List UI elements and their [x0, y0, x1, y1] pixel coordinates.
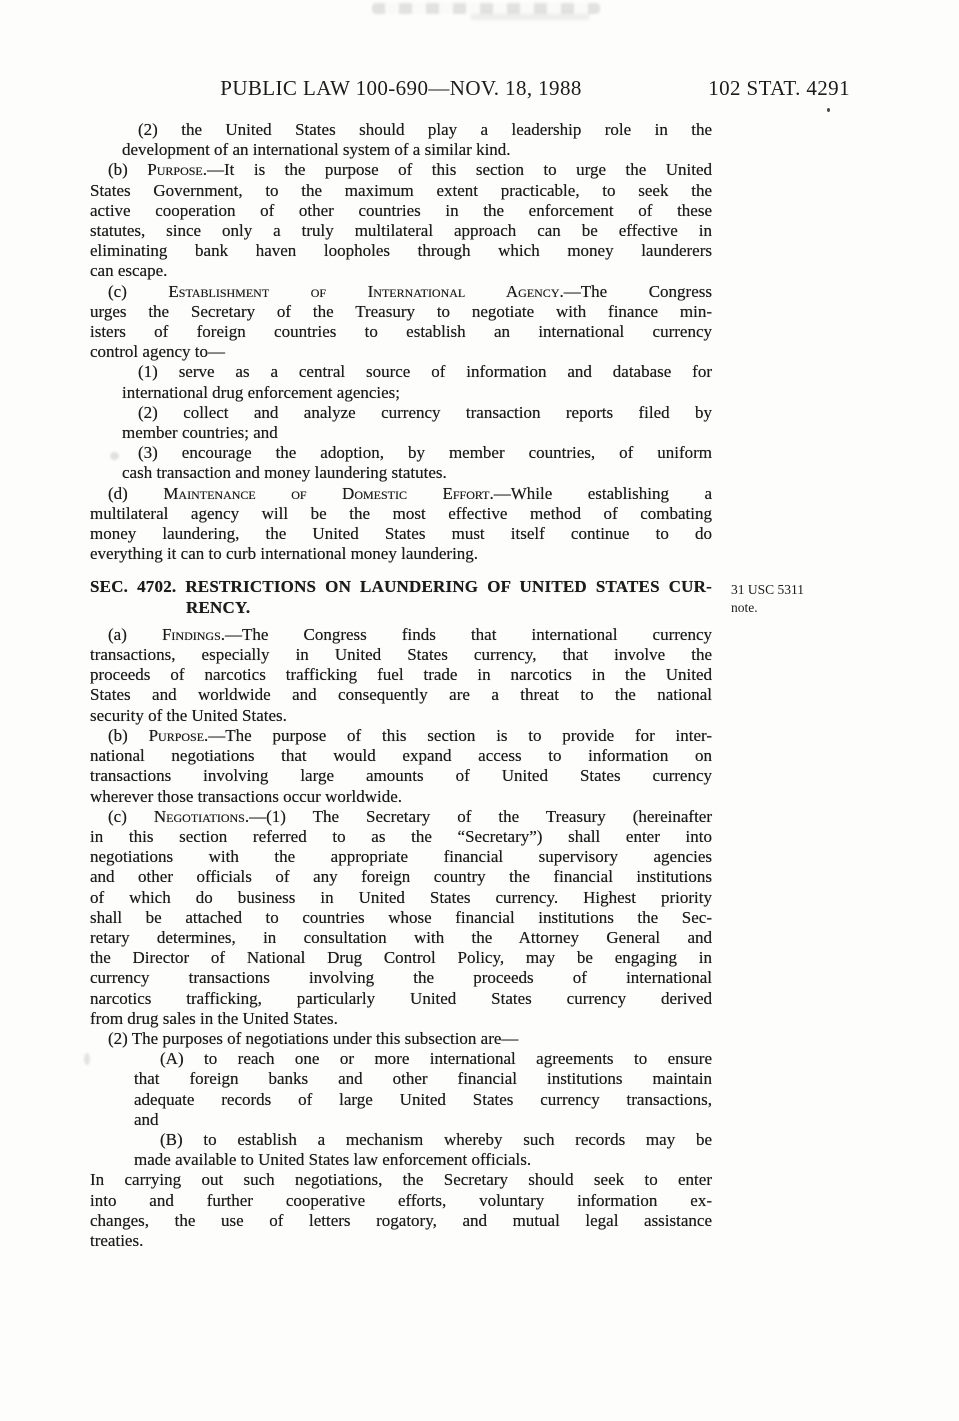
text-run: treaties.	[90, 1230, 144, 1250]
text-run: .—The Congress	[559, 281, 712, 301]
text-run: national negotiations that would expand access to information on	[90, 746, 712, 766]
text-line	[90, 1231, 712, 1251]
text-line	[90, 665, 712, 685]
text-line	[134, 1130, 712, 1150]
text-line	[90, 577, 712, 597]
text-run: (2) The purposes of negotiations under this subsection are—	[108, 1028, 519, 1048]
text-line	[90, 342, 712, 362]
text-run: (a)	[108, 624, 162, 644]
text-line	[90, 544, 712, 564]
text-line	[90, 1009, 712, 1029]
scan-speck	[827, 108, 830, 112]
text-line	[90, 282, 712, 302]
text-run: member countries; and	[122, 423, 278, 443]
text-line	[90, 807, 712, 827]
text-run: (b)	[108, 160, 148, 180]
text-run: money laundering, the United States must itself continue to do	[90, 524, 712, 544]
text-run: States Government, to the maximum extent practicable, to seek the	[90, 180, 712, 200]
statute-page-number: 102 STAT. 4291	[708, 76, 850, 100]
text-line	[122, 383, 712, 403]
text-run: .—It is the purpose of this section to urge the United	[202, 160, 712, 180]
text-run: narcotics trafficking, particularly United States currency derived	[90, 988, 712, 1008]
text-run: (3) encourage the adoption, by member countries, of uniform	[138, 443, 712, 463]
margin-citation-note	[731, 581, 804, 617]
text-line	[90, 685, 712, 705]
text-run: that foreign banks and other financial institutions maintain	[134, 1069, 712, 1089]
subsection-c-negotiations	[90, 807, 712, 1029]
text-run: (b)	[108, 725, 149, 745]
text-line	[90, 948, 712, 968]
text-line	[134, 1049, 712, 1069]
text-run: shall be attached to countries whose financial institutions the Sec-	[90, 907, 712, 927]
text-line	[90, 261, 712, 281]
text-run: eliminating bank haven loopholes through which money launderers	[90, 241, 712, 261]
text-line	[134, 1069, 712, 1089]
text-run: SEC. 4702. RESTRICTIONS ON LAUNDERING OF UNITED STATES CUR-	[90, 577, 712, 597]
text-line	[90, 766, 712, 786]
text-line	[90, 645, 712, 665]
text-run: (c)	[108, 281, 169, 301]
text-run: isters of foreign countries to establish an international currency	[90, 322, 712, 342]
text-run: .—(1) The Secretary of the Treasury (hereinafter	[244, 806, 712, 826]
text-run: active cooperation of other countries in the enforcement of these	[90, 200, 712, 220]
text-line	[90, 221, 712, 241]
text-run: security of the United States.	[90, 705, 287, 725]
sec-4702-heading	[90, 577, 712, 617]
scan-artifact	[470, 14, 590, 20]
text-line	[90, 1029, 712, 1049]
text-line	[90, 847, 712, 867]
text-run: (c)	[108, 806, 154, 826]
text-run: statutes, since only a truly multilateral approach can be effective in	[90, 221, 712, 241]
subsection-c-establishment	[90, 282, 712, 363]
text-line	[90, 908, 712, 928]
item-b-establish-mechanism	[134, 1130, 712, 1170]
text-run: .—While establishing a	[489, 483, 712, 503]
small-caps-run: Establishment of International Agency	[168, 281, 560, 301]
subsection-d-maintenance	[90, 484, 712, 565]
text-line	[122, 423, 712, 443]
text-run: (d)	[108, 483, 164, 503]
text-run: RENCY.	[186, 597, 251, 617]
text-line	[90, 787, 712, 807]
text-run: proceeds of narcotics trafficking fuel trade in narcotics in the United	[90, 665, 712, 685]
text-line	[134, 1110, 712, 1130]
margin-note-line: note.	[731, 600, 758, 615]
text-line	[90, 322, 712, 342]
text-line	[90, 302, 712, 322]
text-line	[90, 504, 712, 524]
text-run: (B) to establish a mechanism whereby such records may be	[160, 1129, 712, 1149]
text-run: retary determines, in consultation with the Attorney General and	[90, 927, 712, 947]
text-run: and	[134, 1109, 159, 1129]
text-run: multilateral agency will be the most effective method of combating	[90, 503, 712, 523]
text-line	[122, 120, 712, 140]
scan-artifact	[372, 3, 600, 14]
text-run: transactions involving large amounts of United States currency	[90, 766, 712, 786]
text-line	[122, 362, 712, 382]
text-run: cash transaction and money laundering statutes.	[122, 463, 447, 483]
text-run: transactions, especially in United States currency, that involve the	[90, 645, 712, 665]
subsection-b-purpose-4702	[90, 726, 712, 807]
text-line	[90, 241, 712, 261]
text-line	[90, 524, 712, 544]
item-2-collect-analyze	[122, 403, 712, 443]
text-run: .—The purpose of this section is to provide for inter-	[204, 725, 712, 745]
text-line	[90, 726, 712, 746]
text-run: (1) serve as a central source of information and database for	[138, 362, 712, 382]
text-line	[90, 181, 712, 201]
text-line	[134, 1150, 712, 1170]
text-run: States and worldwide and consequently are a threat to the national	[90, 685, 712, 705]
paragraph-2-purposes	[90, 1029, 712, 1049]
statute-text-column	[90, 120, 712, 1251]
small-caps-run: Maintenance of Domestic Effort	[163, 483, 490, 503]
text-run: In carrying out such negotiations, the Secretary should seek to enter	[90, 1170, 712, 1190]
text-line	[122, 140, 712, 160]
small-caps-run: Findings	[161, 624, 221, 644]
text-run: wherever those transactions occur worldwide.	[90, 786, 403, 806]
text-run: (2) the United States should play a leadership role in the	[138, 120, 712, 139]
text-line	[90, 201, 712, 221]
text-line	[122, 403, 712, 423]
text-run: made available to United States law enforcement officials.	[134, 1150, 532, 1170]
text-line	[122, 463, 712, 483]
text-line	[134, 1090, 712, 1110]
text-line	[90, 1191, 712, 1211]
item-2-leadership	[122, 120, 712, 160]
text-line	[90, 1211, 712, 1231]
subsection-b-purpose	[90, 160, 712, 281]
text-run: development of an international system of a similar kind.	[122, 140, 511, 160]
margin-note-line: 31 USC 5311	[731, 582, 805, 597]
text-line	[122, 443, 712, 463]
text-line	[90, 706, 712, 726]
text-run: international drug enforcement agencies;	[122, 382, 401, 402]
text-run: the Director of National Drug Control Policy, may be engaging in	[90, 948, 712, 968]
item-a-reach-agreements	[134, 1049, 712, 1130]
text-run: changes, the use of letters rogatory, and mutual legal assistance	[90, 1210, 712, 1230]
text-line	[90, 625, 712, 645]
small-caps-run: Purpose	[148, 725, 205, 745]
text-line	[90, 867, 712, 887]
small-caps-run: Negotiations	[153, 806, 245, 826]
text-run: can escape.	[90, 261, 168, 281]
text-line	[90, 484, 712, 504]
text-run: currency transactions involving the proceeds of international	[90, 968, 712, 988]
text-run: from drug sales in the United States.	[90, 1008, 338, 1028]
law-title: PUBLIC LAW 100-690—NOV. 18, 1988	[220, 76, 582, 100]
text-run: everything it can to curb international money laundering.	[90, 544, 479, 564]
text-run: negotiations with the appropriate financial supervisory agencies	[90, 847, 712, 867]
small-caps-run: Purpose	[147, 160, 203, 180]
subsection-a-findings	[90, 625, 712, 726]
text-line	[90, 1170, 712, 1190]
text-line	[90, 598, 712, 618]
text-run: urges the Secretary of the Treasury to negotiate with finance min-	[90, 301, 712, 321]
item-3-encourage-adoption	[122, 443, 712, 483]
text-run: of which do business in United States currency. Highest priority	[90, 887, 712, 907]
text-run: .—The Congress finds that international currency	[220, 624, 712, 644]
text-run: in this section referred to as the “Secretary”) shall enter into	[90, 826, 712, 846]
text-line	[90, 888, 712, 908]
text-run: into and further cooperative efforts, voluntary information ex-	[90, 1190, 712, 1210]
text-run: adequate records of large United States currency transactions,	[134, 1089, 712, 1109]
text-line	[90, 827, 712, 847]
text-line	[90, 968, 712, 988]
text-run: control agency to—	[90, 342, 226, 362]
text-line	[90, 160, 712, 180]
text-run: (A) to reach one or more international agreements to ensure	[160, 1049, 712, 1069]
text-run: (2) collect and analyze currency transaction reports filed by	[138, 402, 712, 422]
text-line	[90, 746, 712, 766]
text-run: and other officials of any foreign country the financial institutions	[90, 867, 712, 887]
closing-flush-paragraph	[90, 1170, 712, 1251]
text-line	[90, 928, 712, 948]
text-line	[90, 989, 712, 1009]
item-1-central-source	[122, 362, 712, 402]
